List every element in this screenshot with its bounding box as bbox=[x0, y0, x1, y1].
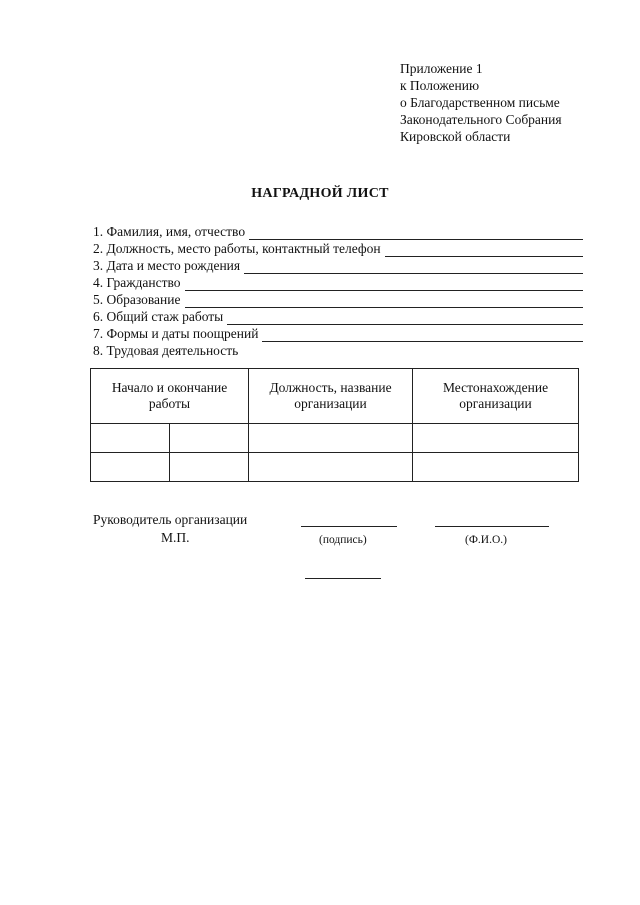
name-caption: (Ф.И.О.) bbox=[465, 534, 507, 546]
field-label: 6. Общий стаж работы bbox=[93, 309, 224, 324]
appendix-line: Приложение 1 bbox=[400, 61, 483, 76]
field-line[interactable] bbox=[244, 261, 583, 274]
signature-label: Руководитель организации bbox=[93, 512, 248, 527]
appendix-line: о Благодарственном письме bbox=[400, 95, 560, 110]
field-line[interactable] bbox=[227, 312, 583, 325]
field-label: 2. Должность, место работы, контактный телефон bbox=[93, 241, 381, 256]
field-line[interactable] bbox=[385, 244, 583, 257]
appendix-note bbox=[400, 60, 562, 145]
table-row bbox=[91, 453, 579, 482]
field-label: 3. Дата и место рождения bbox=[93, 258, 241, 273]
table-cell[interactable] bbox=[249, 424, 413, 453]
table-cell[interactable] bbox=[413, 453, 579, 482]
table-cell[interactable] bbox=[413, 424, 579, 453]
field-line[interactable] bbox=[249, 227, 583, 240]
field-birth[interactable] bbox=[93, 257, 583, 274]
stamp-place: М.П. bbox=[161, 530, 190, 545]
field-citizenship[interactable] bbox=[93, 274, 583, 291]
field-line[interactable] bbox=[262, 329, 583, 342]
field-full-name[interactable] bbox=[93, 223, 583, 240]
field-position[interactable] bbox=[93, 240, 583, 257]
table-cell[interactable] bbox=[249, 453, 413, 482]
field-education[interactable] bbox=[93, 291, 583, 308]
field-label: 7. Формы и даты поощрений bbox=[93, 326, 259, 341]
table-header: Начало и окончание работы bbox=[91, 369, 249, 424]
field-label: 8. Трудовая деятельность bbox=[93, 343, 239, 358]
field-line[interactable] bbox=[185, 278, 583, 291]
appendix-line: Законодательного Собрания bbox=[400, 112, 562, 127]
signature-caption: (подпись) bbox=[319, 534, 367, 546]
table-cell[interactable] bbox=[170, 453, 249, 482]
signature-line[interactable] bbox=[301, 526, 397, 527]
table-header: Должность, название организации bbox=[249, 369, 413, 424]
end-divider bbox=[305, 578, 381, 579]
table-header-row bbox=[91, 369, 579, 424]
name-line[interactable] bbox=[435, 526, 549, 527]
document-title: НАГРАДНОЙ ЛИСТ bbox=[251, 186, 389, 201]
field-experience[interactable] bbox=[93, 308, 583, 325]
work-history-table bbox=[90, 368, 579, 482]
table-cell[interactable] bbox=[91, 453, 170, 482]
appendix-line: к Положению bbox=[400, 78, 480, 93]
field-awards[interactable] bbox=[93, 325, 583, 342]
table-cell[interactable] bbox=[170, 424, 249, 453]
field-label: 1. Фамилия, имя, отчество bbox=[93, 224, 246, 239]
field-work-history bbox=[93, 342, 583, 359]
table-header: Местонахождение организации bbox=[413, 369, 579, 424]
table-row bbox=[91, 424, 579, 453]
appendix-line: Кировской области bbox=[400, 129, 511, 144]
field-line[interactable] bbox=[185, 295, 584, 308]
field-label: 5. Образование bbox=[93, 292, 181, 307]
field-label: 4. Гражданство bbox=[93, 275, 181, 290]
table-cell[interactable] bbox=[91, 424, 170, 453]
form-fields bbox=[93, 223, 583, 359]
